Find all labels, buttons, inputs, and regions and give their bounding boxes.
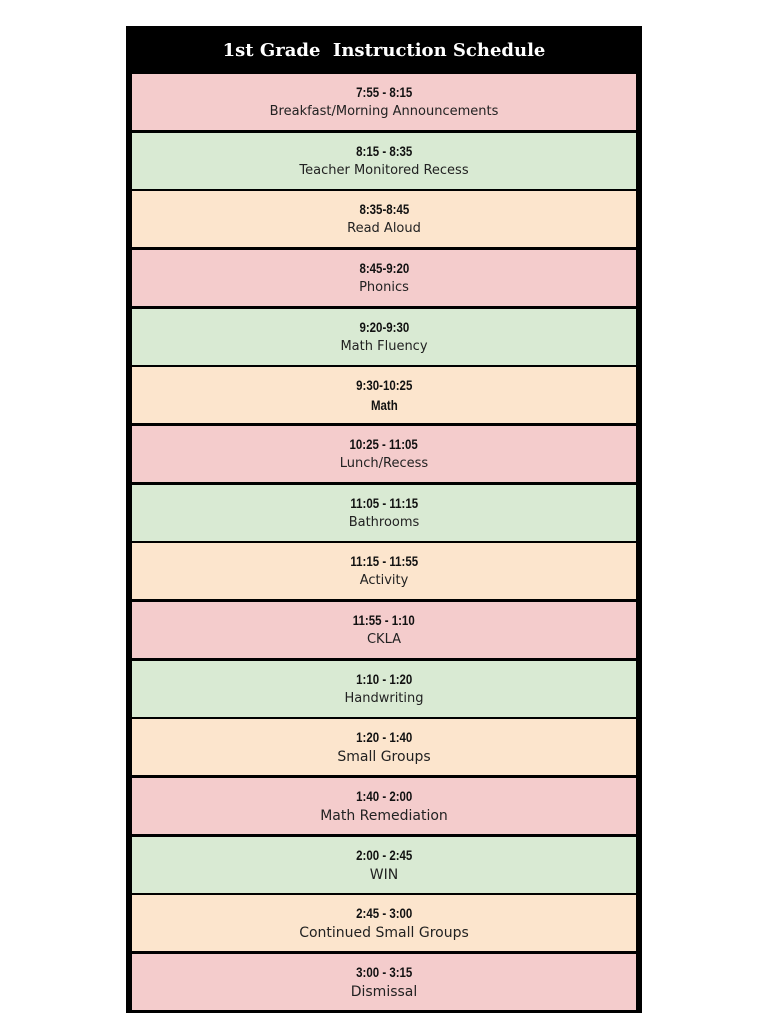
row-time: 8:15 - 8:35 — [355, 142, 413, 159]
row-time: 8:35-8:45 — [359, 201, 409, 218]
schedule-rows — [132, 74, 636, 1010]
row-time: 2:00 - 2:45 — [355, 846, 413, 863]
schedule-row — [132, 954, 636, 1010]
schedule-row — [132, 661, 636, 717]
schedule-row — [132, 602, 636, 658]
row-time: 8:45-9:20 — [359, 259, 409, 276]
schedule-row — [132, 778, 636, 834]
row-activity: Lunch/Recess — [339, 455, 429, 471]
schedule-row — [132, 485, 636, 541]
row-time: 10:25 - 11:05 — [349, 435, 419, 452]
schedule-title: 1st Grade Instruction Schedule — [222, 39, 546, 61]
row-time: 9:20-9:30 — [359, 318, 409, 335]
row-activity: Teacher Monitored Recess — [299, 162, 469, 178]
row-activity: Math Remediation — [320, 807, 448, 824]
schedule-row — [132, 250, 636, 306]
schedule-row — [132, 191, 636, 247]
row-time: 11:55 - 1:10 — [353, 611, 415, 628]
row-time: 11:05 - 11:15 — [350, 494, 418, 511]
schedule-row — [132, 367, 636, 423]
row-time: 1:20 - 1:40 — [355, 729, 413, 746]
row-time: 7:55 - 8:15 — [355, 84, 413, 100]
row-time: 2:45 - 3:00 — [355, 905, 413, 922]
row-time: 1:40 - 2:00 — [355, 787, 413, 804]
row-time: 1:10 - 1:20 — [355, 670, 413, 687]
schedule-row — [132, 133, 636, 189]
row-activity: WIN — [369, 866, 399, 883]
schedule-row — [132, 719, 636, 775]
row-activity: Small Groups — [337, 749, 431, 766]
schedule-row — [132, 74, 636, 130]
row-activity: CKLA — [366, 631, 402, 647]
row-activity: Math — [370, 397, 398, 414]
row-activity: Breakfast/Morning Announcements — [269, 104, 499, 119]
row-time: 9:30-10:25 — [355, 377, 413, 394]
row-activity: Handwriting — [344, 690, 424, 706]
row-time: 11:15 - 11:55 — [350, 553, 418, 570]
schedule-sheet — [126, 26, 642, 1013]
row-activity: Read Aloud — [347, 221, 421, 237]
schedule-row — [132, 426, 636, 482]
row-activity: Activity — [359, 573, 409, 589]
row-activity: Continued Small Groups — [299, 925, 469, 942]
row-time: 3:00 - 3:15 — [355, 963, 413, 980]
row-activity: Phonics — [359, 279, 409, 295]
schedule-row — [132, 309, 636, 365]
row-activity: Bathrooms — [348, 514, 420, 530]
schedule-row — [132, 895, 636, 951]
schedule-row — [132, 837, 636, 893]
row-activity: Math Fluency — [340, 338, 428, 354]
row-activity: Dismissal — [350, 983, 418, 1000]
schedule-row — [132, 543, 636, 599]
